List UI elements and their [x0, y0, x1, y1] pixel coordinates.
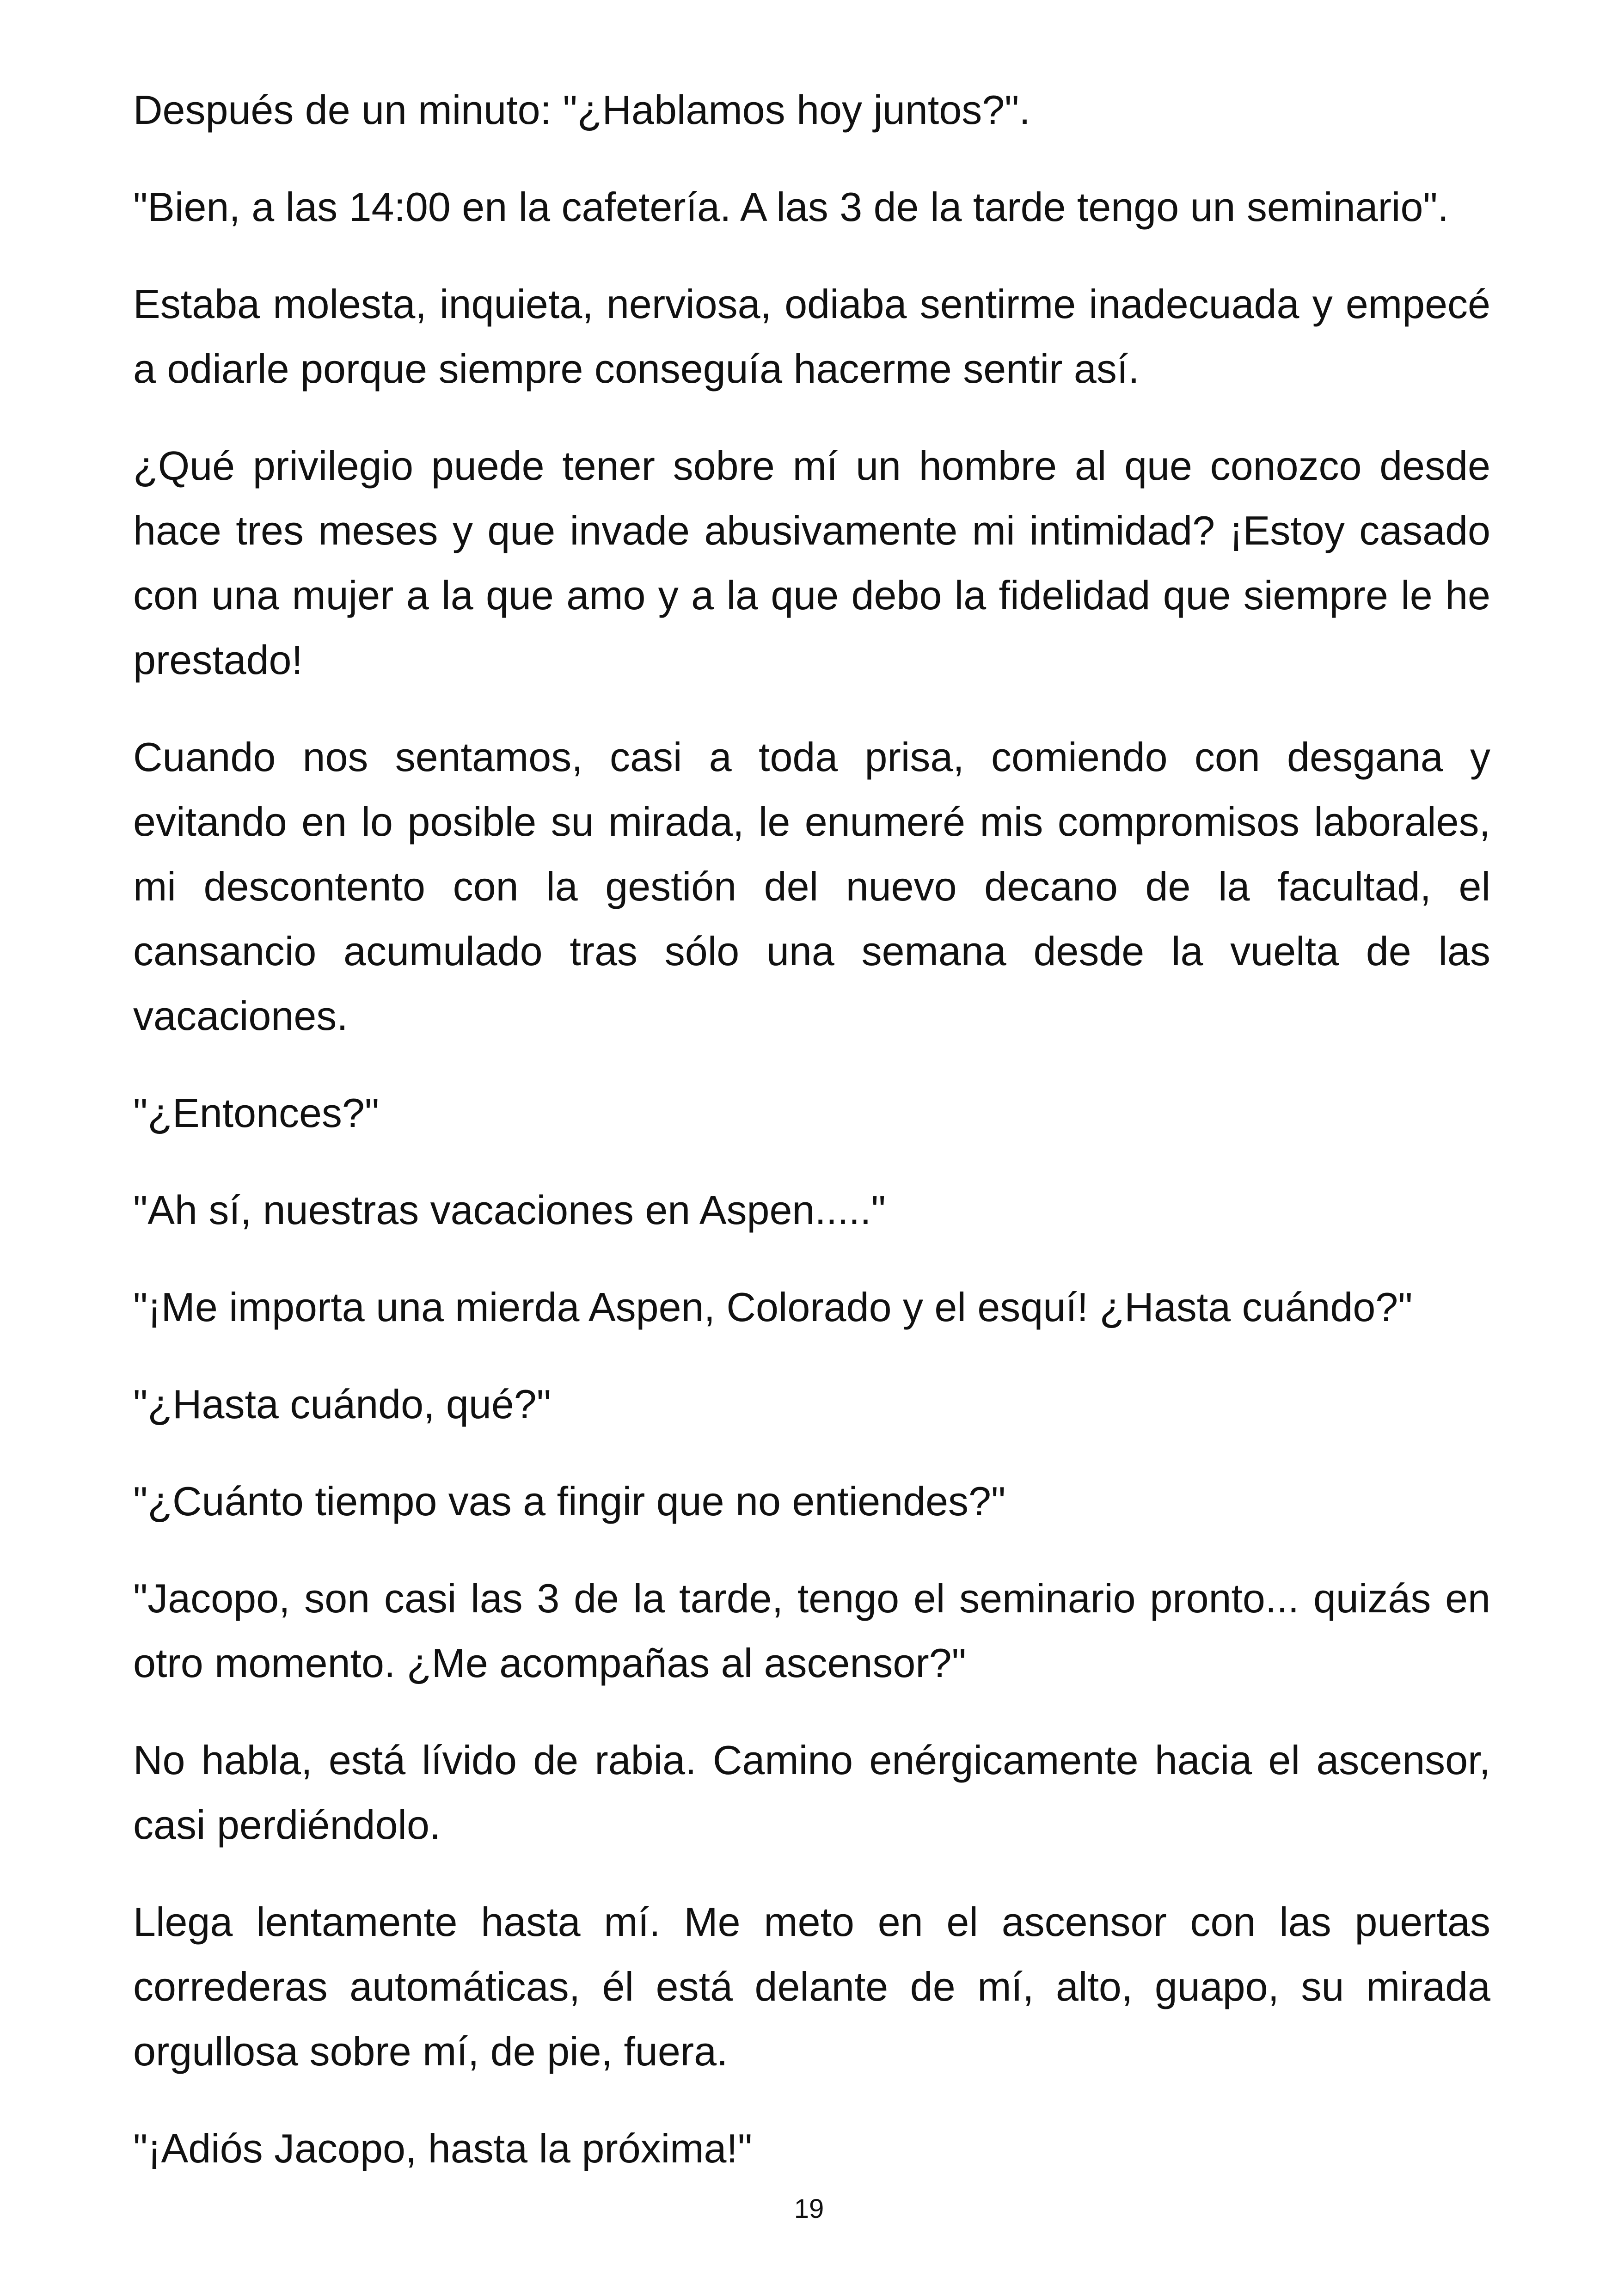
paragraph: Llega lentamente hasta mí. Me meto en el ascensor con las puertas correderas automáticas, él está delante de mí, alto, guapo, su mirada orgullosa sobre mí, de pie, fuera. — [133, 1899, 1490, 2074]
paragraph: "Bien, a las 14:00 en la cafetería. A las 3 de la tarde tengo un seminario". — [133, 184, 1449, 230]
paragraph: "Ah sí, nuestras vacaciones en Aspen....." — [133, 1187, 886, 1233]
paragraph: "¿Hasta cuándo, qué?" — [133, 1381, 551, 1427]
paragraph: "¿Entonces?" — [133, 1090, 380, 1136]
paragraph: Estaba molesta, inquieta, nerviosa, odiaba sentirme inadecuada y empecé a odiarle porque siempre conseguía hacerme sentir así. — [133, 281, 1490, 392]
paragraph: No habla, está lívido de rabia. Camino enérgicamente hacia el ascensor, casi perdiéndolo. — [133, 1737, 1490, 1848]
paragraph: Después de un minuto: "¿Hablamos hoy juntos?". — [133, 87, 1030, 133]
paragraph: "¡Adiós Jacopo, hasta la próxima!" — [133, 2125, 753, 2171]
paragraph: "Jacopo, son casi las 3 de la tarde, tengo el seminario pronto... quizás en otro momento. ¿Me acompañas al ascensor?" — [133, 1575, 1490, 1686]
body-text — [133, 78, 1490, 2213]
paragraph: "¡Me importa una mierda Aspen, Colorado y el esquí! ¿Hasta cuándo?" — [133, 1284, 1413, 1330]
paragraph: "¿Cuánto tiempo vas a fingir que no entiendes?" — [133, 1478, 1006, 1524]
paragraph: ¿Qué privilegio puede tener sobre mí un hombre al que conozco desde hace tres meses y que invade abusivamente mi intimidad? ¡Estoy casado con una mujer a la que amo y a la que debo la fidelidad que siempre le he prestado! — [133, 443, 1490, 683]
page-number: 19 — [794, 2194, 824, 2224]
paragraph: Cuando nos sentamos, casi a toda prisa, comiendo con desgana y evitando en lo posible su mirada, le enumeré mis compromisos laborales, mi descontento con la gestión del nuevo decano de la facultad, el cansancio acumulado tras sólo una semana desde la vuelta de las vacaciones. — [133, 734, 1490, 1039]
